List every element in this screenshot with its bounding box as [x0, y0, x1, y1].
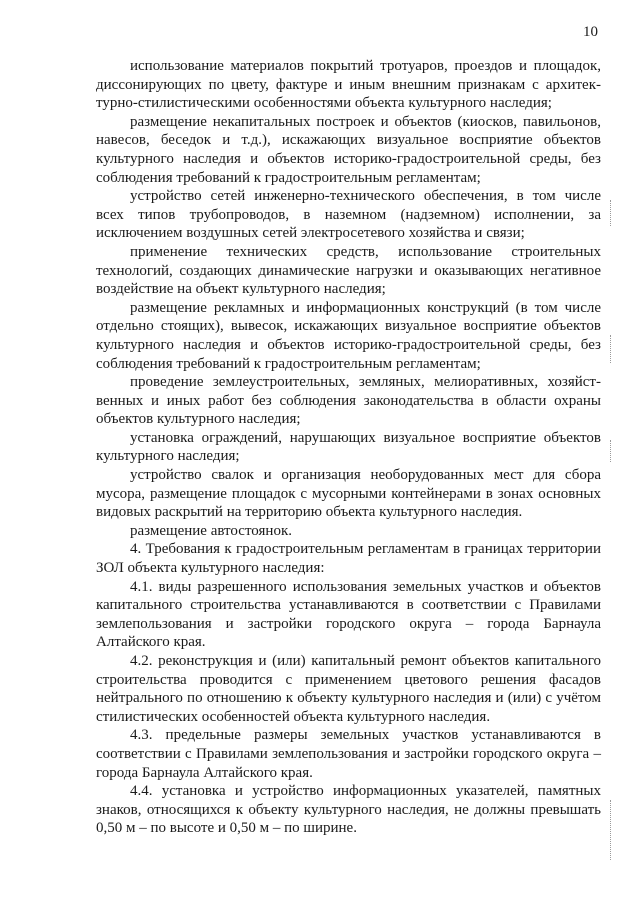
paragraph-4-3: 4.3. предельные размеры земельных участков устанавливаются в соответствии с Правилами землепользования и застройки городского округа – города Барнаула Алтайского края. — [96, 727, 601, 781]
page-number: 10 — [583, 24, 598, 40]
paragraph-4-2: 4.2. реконструкция и (или) капитальный ремонт объектов капитального строительства проводится с применением цветового решения фасадов нейтрального по отношению к объекту культурного наследия и (или) с учётом стилистических особенностей объекта культурного наследия. — [96, 653, 601, 725]
paragraph-technical-means: применение технических средств, использование строительных технологий, создающих динамические нагрузки и оказывающих негативное воздействие на объект культурного наследия; — [96, 243, 601, 298]
paragraph-advertising: размещение рекламных и информационных конструкций (в том числе отдельно стоящих), вывесок, искажающих визуальное восприятие объектов культурного наследия и объектов историко-градостроительной среды, без соблюдения требований к градостроительным регламентам; — [96, 299, 601, 372]
paragraph-parking: размещение автостоянок. — [130, 522, 292, 539]
paragraph-section-4: 4. Требования к градостроительным регламентам в границах территории ЗОЛ объекта культурного наследия: — [96, 541, 601, 577]
paragraph-temporary-structures: размещение некапитальных построек и объектов (киосков, павильонов, навесов, беседок и т.д.), искажающих визуальное восприятие объектов культурного наследия и объектов историко-градостроительной среды, без соблюдения требований к градостроительным регламентам; — [96, 113, 601, 186]
margin-scan-mark — [610, 440, 612, 462]
paragraph-paving-materials: использование материалов покрытий тротуаров, проездов и площадок, диссонирующих по цвету, фактуре и иным внешним признакам с архитектурно-стилистическими особенностями объекта культурного наследия; — [96, 58, 601, 112]
paragraph-4-1: 4.1. виды разрешенного использования земельных участков и объектов капитального строительства устанавливаются в соответствии с Правилами землепользования и застройки городского округа – города Барнаула Алтайского края. — [96, 578, 601, 651]
paragraph-earthworks: проведение землеустроительных, земляных, мелиоративных, хозяйственных и иных работ без соблюдения законодательства в области охраны объектов культурного наследия; — [96, 374, 601, 428]
margin-scan-mark — [610, 200, 612, 226]
paragraph-dumps: устройство свалок и организация необорудованных мест для сбора мусора, размещение площадок с мусорными контейнерами в зонах основных видовых раскрытий на территорию объекта культурного наследия. — [96, 467, 601, 521]
margin-scan-mark — [610, 335, 612, 363]
paragraph-4-4: 4.4. установка и устройство информационных указателей, памятных знаков, относящихся к объекту культурного наследия, не должны превышать 0,50 м – по высоте и 0,50 м – по ширине. — [96, 783, 601, 837]
paragraph-fences: установка ограждений, нарушающих визуальное восприятие объектов культурного наследия; — [96, 429, 601, 465]
margin-scan-mark — [610, 800, 612, 860]
document-body — [96, 57, 601, 838]
paragraph-utility-networks: устройство сетей инженерно-технического обеспечения, в том числе всех типов трубопроводов, в наземном (надземном) исполнении, за исключением воздушных сетей электросетевого хозяйства и связи; — [96, 188, 601, 242]
